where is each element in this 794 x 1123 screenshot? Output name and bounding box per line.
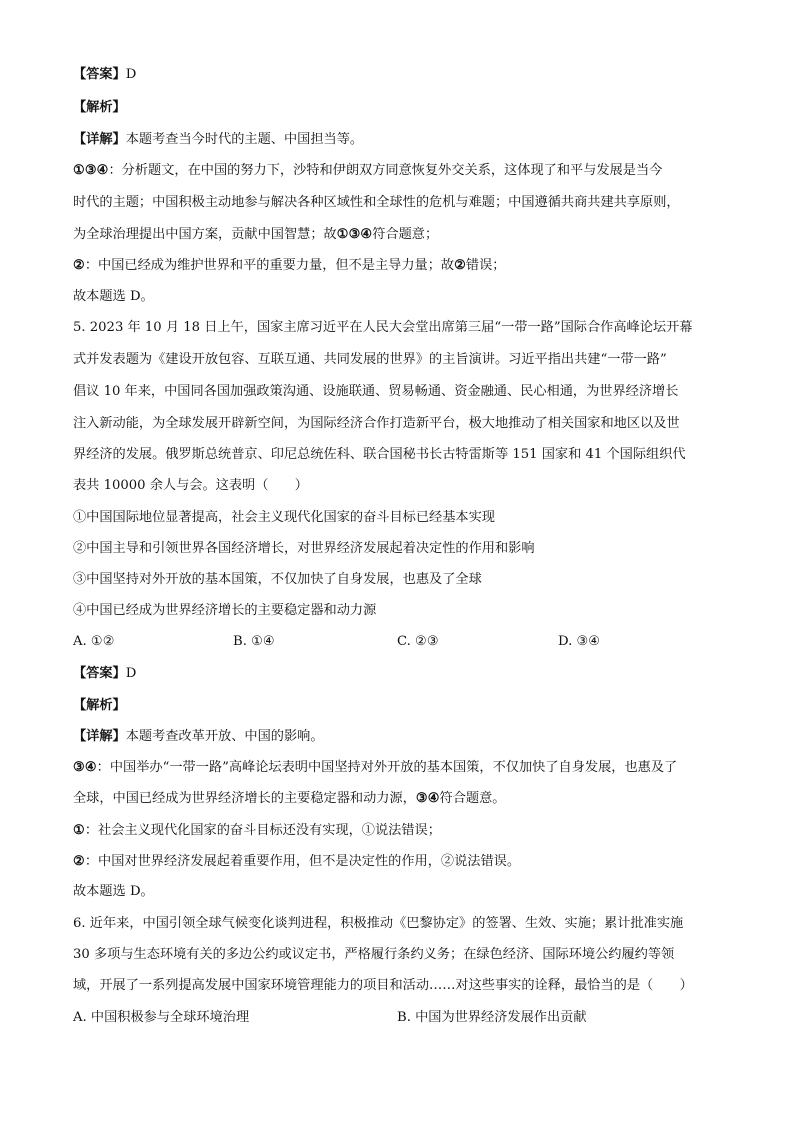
explanation-text: 全球，中国已经成为世界经济增长的主要稳定器和动力源， xyxy=(73,791,416,806)
analysis-line xyxy=(73,98,733,118)
statement-line: ①中国国际地位显著提高，社会主义现代化国家的奋斗目标已经基本实现 xyxy=(73,510,495,525)
choice-circles: ② xyxy=(454,258,466,273)
statement-line: ②中国主导和引领世界各国经济增长，对世界经济发展起着决定性的作用和影响 xyxy=(73,541,535,556)
conclusion-line xyxy=(73,882,733,902)
choice-circles: ①③④ xyxy=(73,163,109,178)
question-stem-line: 6. 近年来，中国引领全球气候变化谈判进程，积极推动《巴黎协定》的签署、生效、实施；累计批准实施 xyxy=(73,916,684,931)
detail-line xyxy=(73,130,733,150)
conclusion-line xyxy=(73,287,733,307)
statement-line: ④中国已经成为世界经济增长的主要稳定器和动力源 xyxy=(73,603,377,618)
explanation-line xyxy=(73,256,733,276)
detail-tag: 【详解】 xyxy=(73,132,126,147)
explanation-line xyxy=(73,821,733,841)
question-stem-line: 域，开展了一系列提高发展中国家环境管理能力的项目和活动……对这些事实的诠释，最恰当的是（ ） xyxy=(73,978,693,993)
explanation-text: ：中国对世界经济发展起着重要作用，但不是决定性的作用，②说法错误。 xyxy=(84,854,521,869)
option-d[interactable]: D. ③④ xyxy=(558,634,601,649)
explanation-line xyxy=(73,193,733,213)
explanation-line xyxy=(73,161,733,181)
detail-text: 本题考查当今时代的主题、中国担当等。 xyxy=(125,132,364,147)
option-a[interactable]: A. 中国积极参与全球环境治理 xyxy=(73,1010,250,1025)
choice-circles: ③④ xyxy=(415,791,440,806)
question-stem-line: 式并发表题为《建设开放包容、互联互通、共同发展的世界》的主旨演讲。习近平指出共建“一带一路” xyxy=(73,352,667,367)
conclusion-text: 故本题选 D。 xyxy=(73,289,154,304)
choice-circles: ③④ xyxy=(73,760,97,775)
option-b[interactable]: B. ①④ xyxy=(233,634,275,649)
answer-value: D xyxy=(125,67,137,82)
choice-circles: ② xyxy=(73,854,85,869)
explanation-text: 符合题意； xyxy=(372,227,439,242)
analysis-tag: 【解析】 xyxy=(73,698,126,713)
question-stem-line: 注入新动能，为全球发展开辟新空间，为国际经济合作打造新平台，极大地推动了相关国家和地区以及世 xyxy=(73,416,680,431)
analysis-tag: 【解析】 xyxy=(73,100,126,115)
question-stem-line: 30 多项与生态环境有关的多边公约或议定书，严格履行条约义务；在绿色经济、国际环境公约履约等领 xyxy=(73,947,675,962)
answer-value: D xyxy=(125,666,137,681)
explanation-text: 符合题意。 xyxy=(439,791,506,806)
explanation-text: 时代的主题；中国积极主动地参与解决各种区域性和全球性的危机与难题；中国遵循共商共建共享原则， xyxy=(73,195,680,210)
answer-tag: 【答案】 xyxy=(73,666,126,681)
explanation-text: ：分析题文，在中国的努力下，沙特和伊朗双方同意恢复外交关系，这体现了和平与发展是当今 xyxy=(108,163,663,178)
detail-tag: 【详解】 xyxy=(73,729,126,744)
detail-text: 本题考查改革开放、中国的影响。 xyxy=(125,729,324,744)
question-stem-line: 倡议 10 年来，中国同各国加强政策沟通、设施联通、贸易畅通、资金融通、民心相通，为世界经济增长 xyxy=(73,384,679,399)
analysis-line xyxy=(73,696,733,716)
explanation-line xyxy=(73,758,733,778)
answer-line xyxy=(73,664,733,684)
choice-circles: ① xyxy=(73,823,85,838)
option-a[interactable]: A. ①② xyxy=(73,634,115,649)
explanation-text: 为全球治理提出中国方案，贡献中国智慧；故 xyxy=(73,227,337,242)
statement-line: ③中国坚持对外开放的基本国策，不仅加快了自身发展，也惠及了全球 xyxy=(73,572,482,587)
explanation-text: ：社会主义现代化国家的奋斗目标还没有实现，①说法错误； xyxy=(84,823,441,838)
option-c[interactable]: C. ②③ xyxy=(397,634,439,649)
question-stem-line: 表共 10000 余人与会。这表明（ ） xyxy=(73,478,308,493)
explanation-line xyxy=(73,789,733,809)
detail-line xyxy=(73,727,733,747)
explanation-text: ：中国举办“一带一路”高峰论坛表明中国坚持对外开放的基本国策，不仅加快了自身发展，也惠及了 xyxy=(96,760,678,775)
choice-circles: ①③④ xyxy=(336,227,373,242)
question-stem-line: 界经济的发展。俄罗斯总统普京、印尼总统佐科、联合国秘书长古特雷斯等 151 国家和 41 个国际组织代 xyxy=(73,447,686,462)
explanation-line xyxy=(73,852,733,872)
option-b[interactable]: B. 中国为世界经济发展作出贡献 xyxy=(397,1010,587,1025)
question-stem-line: 5. 2023 年 10 月 18 日上午，国家主席习近平在人民大会堂出席第三届“一带一路”国际合作高峰论坛开幕 xyxy=(73,320,693,335)
explanation-text: ：中国已经成为维护世界和平的重要力量，但不是主导力量；故 xyxy=(84,258,455,273)
explanation-line xyxy=(73,225,733,245)
choice-circles: ② xyxy=(73,258,85,273)
conclusion-text: 故本题选 D。 xyxy=(73,884,154,899)
answer-tag: 【答案】 xyxy=(73,67,126,82)
explanation-text: 错误； xyxy=(465,258,506,273)
answer-line xyxy=(73,65,733,85)
